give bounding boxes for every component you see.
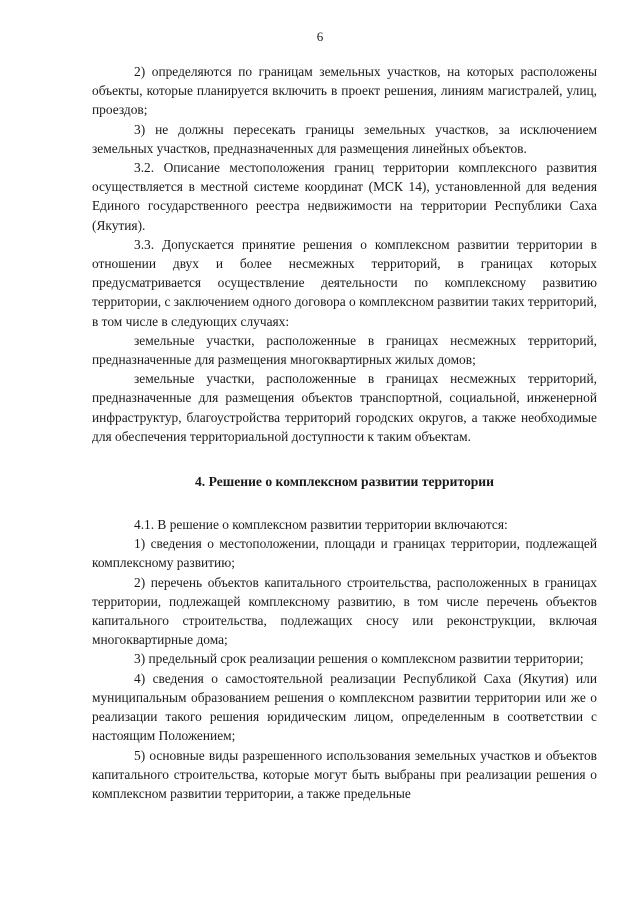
document-body	[92, 62, 597, 803]
paragraph: 2) определяются по границам земельных участков, на которых расположены объекты, которые планируется включить в проект решения, линиям магистралей, улиц, проездов;	[92, 64, 597, 118]
paragraph: земельные участки, расположенные в границах несмежных территорий, предназначенные для размещения многоквартирных жилых домов;	[92, 332, 597, 368]
section-heading: 4. Решение о комплексном развитии территории	[195, 474, 494, 490]
paragraph: 5) основные виды разрешенного использования земельных участков и объектов капитального строительства, которые могут быть выбраны при реализации решения о комплексном развитии территории, а также предельные	[92, 747, 597, 801]
paragraph: 2) перечень объектов капитального строительства, расположенных в границах территории, подлежащей комплексному развитию, в том числе перечень объектов капитального строительства, подлежащих сносу или реконструкции, включая многоквартирные дома;	[92, 574, 597, 648]
paragraph: 4) сведения о самостоятельной реализации Республикой Саха (Якутия) или муниципальным образованием решения о комплексном развитии территории или же о реализации такого решения юридическим лицом, определенным в соответствии с настоящим Положением;	[92, 670, 597, 744]
paragraph: 3) предельный срок реализации решения о комплексном развитии территории;	[134, 651, 584, 667]
paragraph: 3.2. Описание местоположения границ территории комплексного развития осуществляется в местной системе координат (МСК 14), установленной для ведения Единого государственного реестра недвижимости на территории Республики Саха (Якутия).	[92, 160, 597, 233]
page-number: 6	[316, 29, 324, 44]
paragraph: 4.1. В решение о комплексном развитии территории включаются:	[134, 517, 508, 533]
paragraph: 1) сведения о местоположении, площади и границах территории, подлежащей комплексному развитию;	[92, 536, 597, 571]
paragraph: 3) не должны пересекать границы земельных участков, за исключением земельных участков, предназначенных для размещения линейных объектов.	[92, 121, 597, 156]
paragraph: земельные участки, расположенные в границах несмежных территорий, предназначенные для размещения объектов транспортной, социальной, инженерной инфраструктур, благоустройства территорий городских округов, а также необходимые для обеспечения территориальной доступности к таким объектам.	[92, 371, 597, 444]
paragraph: 3.3. Допускается принятие решения о комплексном развитии территории в отношении двух и более несмежных территорий, в границах которых предусматривается осуществление деятельности по комплексному развитию территории, с заключением одного договора о комплексном развитии таких территорий, в том числе в следующих случаях:	[92, 236, 597, 329]
